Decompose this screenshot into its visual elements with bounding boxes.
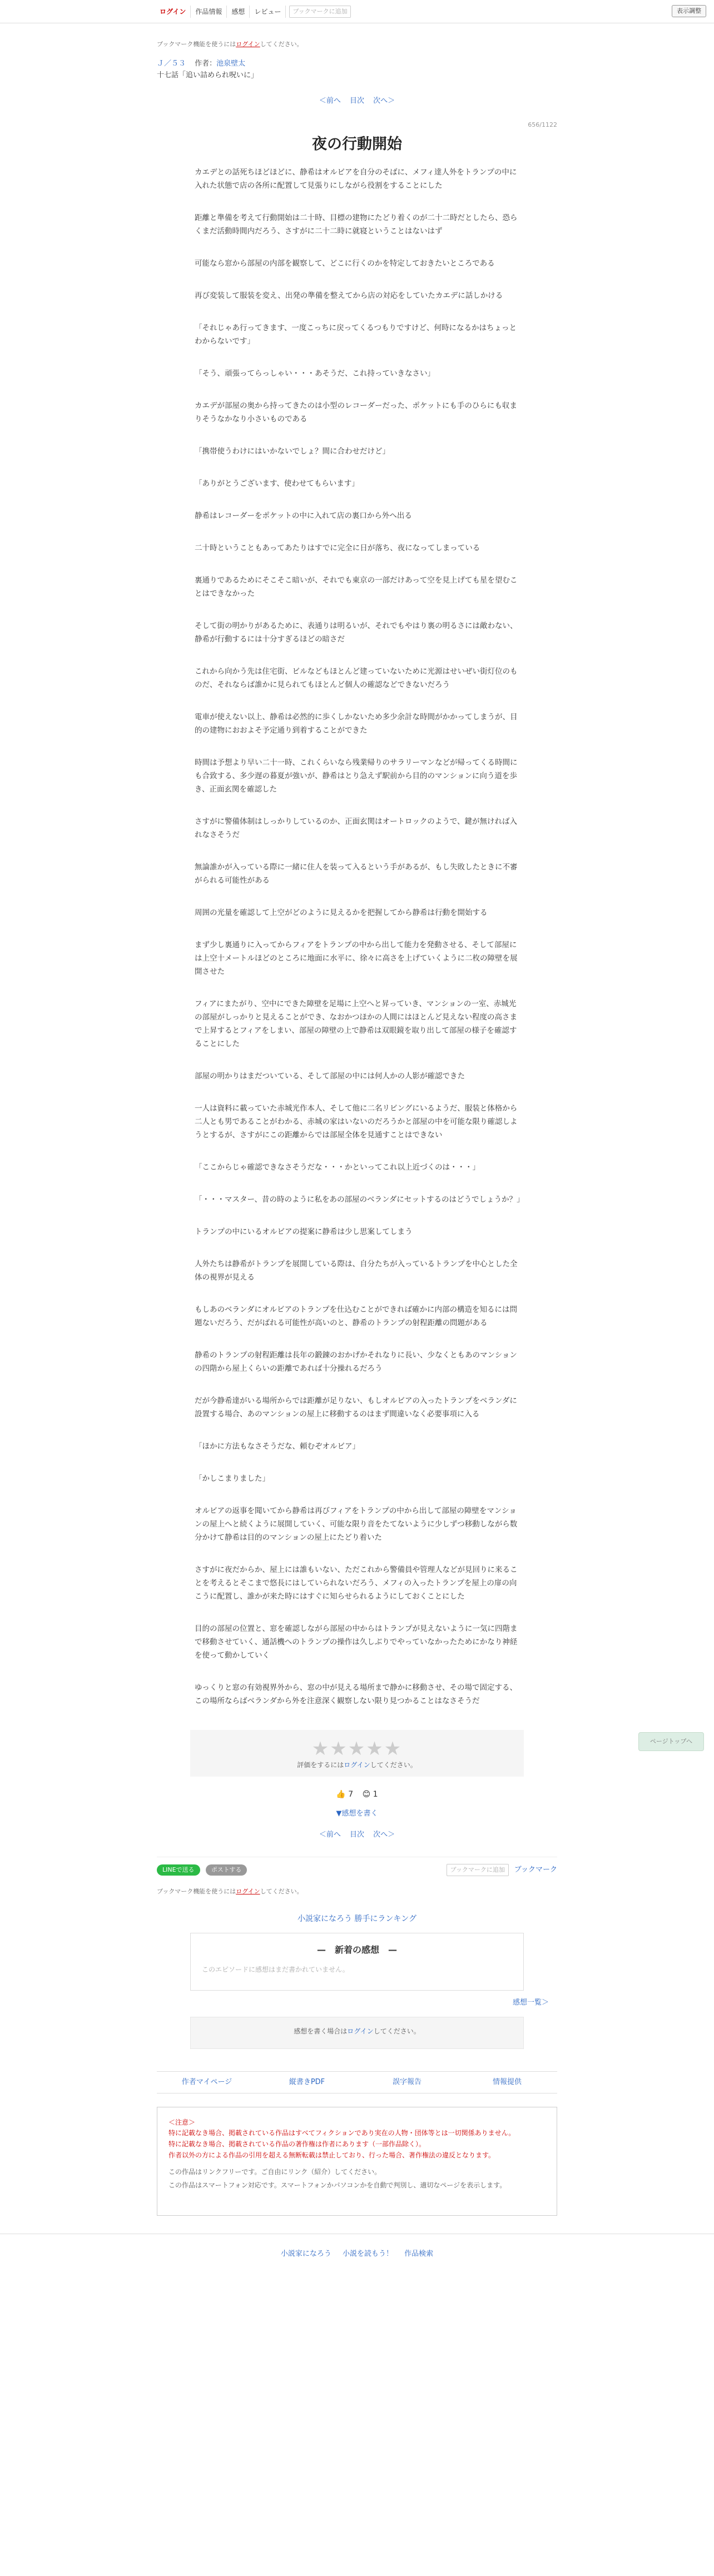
top-bar bbox=[0, 0, 714, 23]
works-info-link[interactable]: 作品情報 bbox=[191, 6, 227, 18]
reactions bbox=[0, 1789, 714, 1801]
prev-link[interactable]: ＜前へ bbox=[319, 96, 341, 105]
body-paragraph: 電車が使えない以上、静希は必然的に歩くしかないため多少余計な時間がかかってしまうが、目的の建物におおよそ予定通り到着することができた bbox=[195, 713, 518, 735]
note2-login-link[interactable]: ログイン bbox=[236, 1888, 260, 1895]
body-paragraph: 裏通りであるためにそこそこ暗いが、それでも東京の一部だけあって空を見上げても星を望むことはできなかった bbox=[195, 576, 518, 598]
pager-bottom bbox=[0, 1829, 714, 1841]
share-buttons bbox=[157, 1864, 250, 1876]
body-paragraph: まず少し裏通りに入ってからフィアをトランプの中から出して能力を発動させる、そして部屋には上空十メートルほどのところに地面に水平に、徐々に高さを上げていくように二枚の障壁を展開させた bbox=[195, 941, 518, 976]
page-top-button[interactable]: ページトップへ bbox=[638, 1732, 704, 1751]
action-bar bbox=[157, 1857, 557, 1876]
body-paragraph: 再び変装して服装を変え、出発の準備を整えてから店の対応をしていたカエデに話しかける bbox=[195, 291, 503, 300]
episode-title: 夜の行動開始 bbox=[312, 135, 402, 153]
body-paragraph: 「ここからじゃ確認できなさそうだな・・・かといってこれ以上近づくのは・・・」 bbox=[195, 1163, 480, 1172]
loginbox-prefix: 感想を書く場合は bbox=[294, 2027, 348, 2035]
footer-narou-link[interactable]: 小説家になろう bbox=[280, 2250, 331, 2258]
rating-suffix: してください。 bbox=[370, 1761, 417, 1769]
bookmark-area bbox=[447, 1864, 557, 1876]
body-paragraph: さすがに警備体制はしっかりしているのか、正面玄関はオートロックのようで、鍵が無ければ入れなさそうだ bbox=[195, 817, 517, 839]
top-nav bbox=[155, 3, 351, 20]
author-label: 作者： bbox=[195, 59, 217, 68]
write-kansou-link[interactable]: ▼感想を書く bbox=[336, 1809, 378, 1818]
body-paragraph: 「・・・マスター、昔の時のように私をあの部屋のベランダにセットするのはどうでしょうか？」 bbox=[195, 1195, 524, 1204]
body-paragraph: 「かしこまりました」 bbox=[195, 1474, 270, 1483]
review-link[interactable]: レビュー bbox=[250, 6, 286, 18]
body-paragraph: 二十時ということもあってあたりはすでに完全に日が落ち、夜になってしまっている bbox=[195, 544, 480, 553]
loginbox-login-link[interactable]: ログイン bbox=[347, 2027, 374, 2035]
pager-top bbox=[157, 96, 557, 107]
body-paragraph: オルビアの返事を聞いてから静希は再びフィアをトランプの中から出して部屋の障壁をマンションの屋上へと続くように展開していく、可能な限り音をたてないように少しずつ移動しながら数分かけて静希は目的のマンションの屋上にたどり着いた bbox=[195, 1506, 518, 1542]
loginbox-suffix: してください。 bbox=[373, 2027, 420, 2035]
next-link[interactable]: 次へ＞ bbox=[373, 96, 395, 105]
body-paragraph: 可能なら窓から部屋の内部を観察して、どこに行くのかを特定しておきたいところである bbox=[195, 259, 495, 268]
body-paragraph: 人外たちは静希がトランプを展開している際は、自分たちが入っているトランプを中心とした全体の視界が見える bbox=[195, 1260, 518, 1282]
caution-red-1: 特に記載なき場合、掲載されている作品はすべてフィクションであり実在の人物・団体等とは一切関係ありません。 bbox=[168, 2129, 515, 2137]
body-paragraph: 時間は予想より早い二十一時、これくらいなら残業帰りのサラリーマンなどが帰ってくる時間にも合致する、多少遅の暮夏が強いが、静希はとり急えず駅前から目的のマンションに向う道を歩き、正面玄関を確認した bbox=[195, 758, 518, 794]
info-provide-link[interactable]: 情報提供 bbox=[492, 2078, 522, 2086]
caution-box bbox=[157, 2107, 557, 2216]
body-paragraph: フィアにまたがり、空中にできた障壁を足場に上空へと昇っていき、マンションの一室、赤城光の部屋がしっかりと見えることができ、なおかつほかの人間にはほとんど見えない程度の高さまで上昇するとフィアをしまい、部屋の障壁の上で静希は双眼鏡を取り出して部屋の様子を確認することにした bbox=[195, 999, 517, 1048]
line-share-button[interactable]: LINEで送る bbox=[157, 1864, 200, 1876]
rating-login-link[interactable]: ログイン bbox=[344, 1761, 370, 1769]
body-paragraph: 周囲の光量を確認して上空がどのように見えるかを把握してから静希は行動を開始する bbox=[195, 908, 488, 917]
bookmark-note-bottom bbox=[157, 1887, 557, 1897]
body-paragraph: 距離と準備を考えて行動開始は二十時、目標の建物にたどり着くのが二十二時だとしたら、恐らくまだ活動時間内だろう、さすがに二十二時に就寝ということはないはず bbox=[195, 213, 518, 236]
note-login-link[interactable]: ログイン bbox=[236, 41, 260, 48]
body-paragraph: 「携帯使うわけにはいかないでしょ？間に合わせだけど」 bbox=[195, 447, 390, 456]
body-paragraph: 一人は資料に載っていた赤城光作本人、そして他に二名リビングにいるようだ、服装と体格から二人とも男であることがわかる、赤城の家はいないのだろうかと部屋の中を可能な限り確認しようとするが、さすがにこの距離からでは部屋全体を見通すことはできない bbox=[195, 1104, 518, 1140]
series-title-link[interactable]: Ｊ／５３ bbox=[157, 59, 186, 68]
caution-red-2: 特に記載なき場合、掲載されている作品の著作権は作者にあります（一部作品除く）。 bbox=[168, 2140, 426, 2148]
display-settings-button[interactable]: 表示調整 bbox=[672, 5, 706, 17]
body-paragraph: だが今静希達がいる場所からでは距離が足りない、もしオルビアの入ったトランプをベランダに設置する場合、あのマンションの屋上に移動するのはまず間違いなく必要事項に入る bbox=[195, 1396, 517, 1419]
note-text-suffix: してください。 bbox=[260, 41, 303, 48]
kansou-link[interactable]: 感想 bbox=[227, 6, 250, 18]
note2-suffix: してください。 bbox=[260, 1888, 303, 1895]
kansou-login-box bbox=[190, 2017, 524, 2049]
caution-red-3: 作者以外の方による作品の引用を超える無断転載は禁止しており、行った場合、著作権法の違反となります。 bbox=[168, 2151, 495, 2159]
toc-link-bottom[interactable]: 目次 bbox=[349, 1830, 364, 1839]
body-paragraph: 「ありがとうございます、使わせてもらいます」 bbox=[195, 479, 359, 488]
note2-text: ブックマーク機能を使うには bbox=[157, 1888, 236, 1895]
caution-gray-1: この作品はリンクフリーです。ご自由にリンク（紹介）してください。 bbox=[168, 2168, 381, 2176]
body-paragraph: 静希のトランプの射程距離は長年の鍛錬のおかげかそれなりに長い、少なくともあのマンションの四階から屋上くらいの距離であれば十分操れるだろう bbox=[195, 1351, 517, 1373]
footer-search-link[interactable]: 作品検索 bbox=[404, 2250, 434, 2258]
series-line bbox=[157, 58, 557, 69]
body-paragraph: 部屋の明かりはまだついている、そして部屋の中には何人かの人影が確認できた bbox=[195, 1072, 465, 1081]
bookmark-add-button[interactable]: ブックマークに追加 bbox=[289, 6, 350, 18]
body-paragraph: 目的の部屋の位置と、窓を確認しながら部屋の中からはトランプが見えないように一気に四階まで移動させていく、通話機へのトランプの操作は久しぶりでやっていなかったためにかなり神経を使って動かしていく bbox=[195, 1624, 518, 1660]
toc-link[interactable]: 目次 bbox=[349, 96, 364, 105]
body-paragraph: 「そう、頑張ってらっしゃい・・・あそうだ、これ持っていきなさい」 bbox=[195, 369, 435, 378]
main-content bbox=[157, 23, 557, 1708]
bookmark-note bbox=[157, 23, 557, 49]
body-paragraph: 「ほかに方法もなさそうだな、頼むぞオルビア」 bbox=[195, 1442, 360, 1451]
body-paragraph: ゆっくりと窓の有効視界外から、窓の中が見える場所まで静かに移動させ、その場で固定する、この場所ならばベランダから外を注意深く観察しない限り見つかることはなさそうだ bbox=[195, 1683, 517, 1705]
body-paragraph: 静希はレコーダーをポケットの中に入れて店の裏口から外へ出る bbox=[195, 511, 412, 520]
body-paragraph: さすがに夜だからか、屋上には誰もいない、ただこれから警備員や管理人などが見回りに来ることを考えるとそこまで悠長にはしていられないだろう、メフィの入ったトランプを屋上の扉の向こうに配置し、誰かが来た時にはすぐに知らせられるようにしておくことにした bbox=[195, 1565, 518, 1601]
bookmark-link[interactable]: ブックマーク bbox=[514, 1866, 557, 1874]
body-paragraph: 「それじゃあ行ってきます、一度こっちに戻ってくるつもりですけど、何時になるかはちょっとわからないです」 bbox=[195, 324, 517, 346]
chapter-title: 十七話「追い詰められ呪いに」 bbox=[157, 71, 259, 79]
thumbs-up-reaction[interactable]: 👍 7 bbox=[336, 1790, 354, 1799]
body-paragraph: これから向かう先は住宅街、ビルなどもほとんど建っていないために光源はせいぜい街灯位のものだ、それならば誰かに見られてもほとんど個人の確認などできないだろう bbox=[195, 667, 518, 689]
body-paragraph: トランプの中にいるオルビアの提案に静希は少し思案してしまう bbox=[195, 1227, 413, 1236]
novel-body bbox=[195, 166, 522, 1708]
typo-report-link[interactable]: 誤字報告 bbox=[392, 2078, 422, 2086]
author-mypage-link[interactable]: 作者マイページ bbox=[181, 2078, 232, 2086]
rating-box bbox=[190, 1730, 524, 1777]
post-share-button[interactable]: ポストする bbox=[206, 1864, 247, 1876]
body-paragraph: もしあのベランダにオルビアのトランプを仕込むことができれば確かに内部の構造を知るには問題ないだろう、だがばれる可能性が高いのと、静希のトランプの射程距離の問題がある bbox=[195, 1305, 517, 1327]
rating-stars[interactable]: ★★★★★ bbox=[311, 1738, 403, 1760]
body-paragraph: 無論誰かが入っている際に一緒に住人を装って入るという手があるが、もし失敗したときに不審がられる可能性がある bbox=[195, 863, 518, 885]
new-kansou-box bbox=[190, 1933, 524, 1991]
footer bbox=[0, 2234, 714, 2260]
bookmark-add-button-bottom[interactable]: ブックマークに追加 bbox=[447, 1864, 509, 1876]
footer-yomou-link[interactable]: 小説を読もう！ bbox=[342, 2250, 393, 2258]
new-kansou-empty: このエピソードに感想はまだ書かれていません。 bbox=[202, 1965, 349, 1973]
body-paragraph: カエデが部屋の奥から持ってきたのは小型のレコーダーだった、ポケットにも手のひらにも収まりそうなかなり小さいものである bbox=[195, 401, 517, 424]
rating-prefix: 評価をするには bbox=[297, 1761, 344, 1769]
caution-gray-2: この作品はスマートフォン対応です。スマートフォンかパソコンかを自動で判別し、適切なページを表示します。 bbox=[168, 2181, 507, 2189]
new-kansou-title: — 新着の感想 — bbox=[316, 1944, 397, 1955]
author-links bbox=[157, 2071, 557, 2093]
kansou-list-link[interactable]: 感想一覧＞ bbox=[512, 1998, 549, 2007]
note-text: ブックマーク機能を使うには bbox=[157, 41, 236, 48]
vertical-pdf-link[interactable]: 縦書きPDF bbox=[289, 2078, 325, 2086]
prev-link-bottom[interactable]: ＜前へ bbox=[319, 1830, 341, 1839]
next-link-bottom[interactable]: 次へ＞ bbox=[373, 1830, 395, 1839]
caution-head: ＜注意＞ bbox=[168, 2119, 196, 2126]
ranking-link[interactable]: 小説家になろう 勝手にランキング bbox=[297, 1914, 417, 1923]
body-paragraph: そして街の明かりがあるために、表通りは明るいが、それでもやはり裏の明るさには敵わない、静希が行動するには十分すぎるほどの暗さだ bbox=[195, 621, 518, 644]
author-link[interactable]: 池泉壁太 bbox=[216, 59, 246, 68]
page-number: 656/1122 bbox=[528, 121, 557, 128]
body-paragraph: カエデとの話死ちほどほどに、静希はオルビアを自分のそばに、メフィ達人外をトランプの中に入れた状態で店の各所に配置して見張りにしながら役割をすることにした bbox=[195, 168, 517, 190]
login-link[interactable]: ログイン bbox=[155, 6, 191, 18]
smile-reaction[interactable]: 😊 1 bbox=[362, 1790, 378, 1799]
rating-message bbox=[190, 1760, 524, 1770]
